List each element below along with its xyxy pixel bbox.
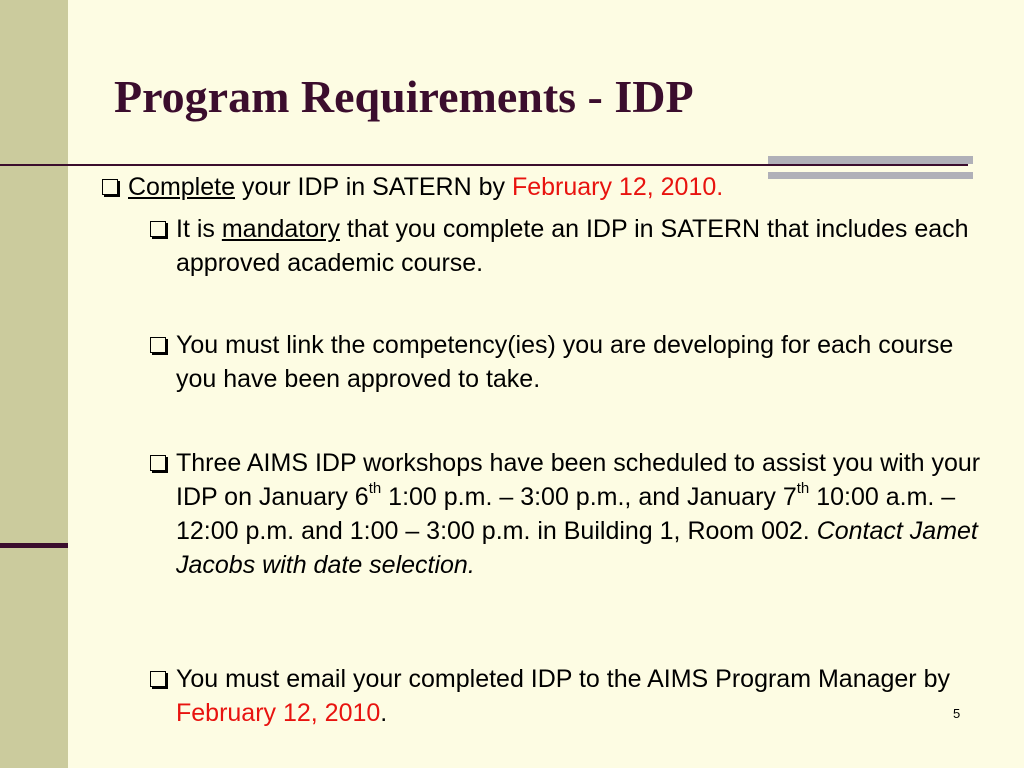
bullet-text: Complete your IDP in SATERN by February 12, 2010. [128,173,724,201]
slide-title: Program Requirements - IDP [114,71,694,122]
bullet-text: You must link the competency(ies) you are developing for each course you have been approved to take. [176,331,954,393]
checkbox-bullet-icon [150,455,166,471]
bullet-link-competency [150,328,990,396]
bullet-workshops [150,446,990,582]
bullet-mandatory [150,212,990,280]
title-rule-left [0,164,68,166]
left-accent-bar [0,543,68,548]
checkbox-bullet-icon [150,671,166,687]
deadline-date: February 12, 2010 [176,699,381,727]
checkbox-bullet-icon [102,179,118,195]
bullet-text: Three AIMS IDP workshops have been scheduled to assist you with your IDP on January 6th 1:00 p.m. – 3:00 p.m., and January 7th 10:00 a.m. – 12:00 p.m. and 1:00 – 3:00 p.m. in Building 1, Room 002. Contact Jamet Jacobs with date selection. [176,449,981,579]
left-decor-band [0,0,68,768]
page-number: 5 [953,706,961,721]
bullet-complete-idp [102,170,962,204]
title-rule [68,164,968,166]
decor-block-top [768,156,973,164]
bullet-email-idp [150,662,990,730]
checkbox-bullet-icon [150,337,166,353]
bullet-text: It is mandatory that you complete an IDP in SATERN that includes each approved academic course. [176,215,969,277]
checkbox-bullet-icon [150,221,166,237]
deadline-date: February 12, 2010. [511,173,724,201]
bullet-text: You must email your completed IDP to the AIMS Program Manager by February 12, 2010. [176,665,950,727]
